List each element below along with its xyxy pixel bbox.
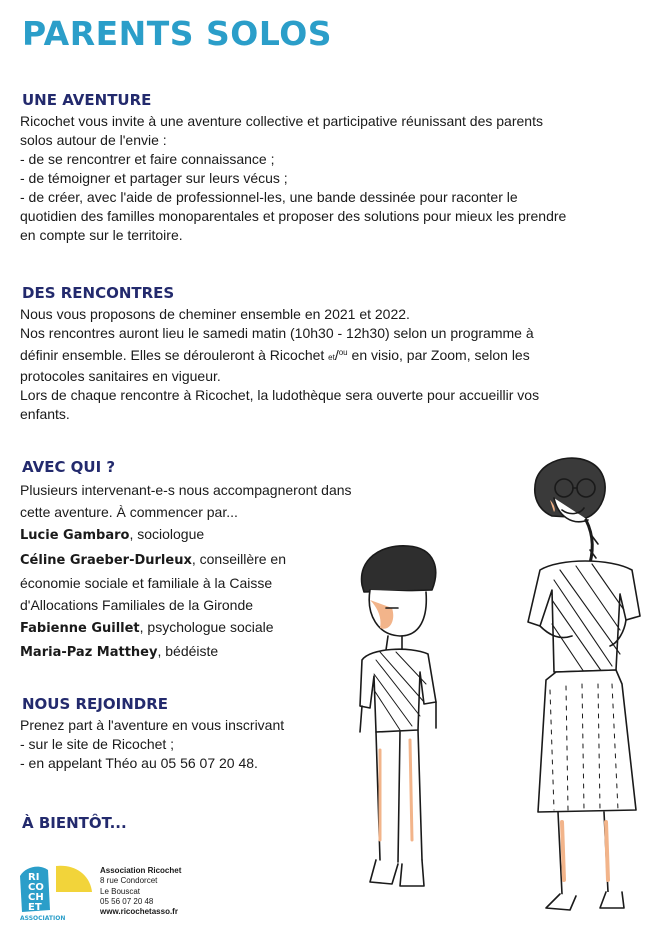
two-parents-illustration: [340, 440, 660, 920]
text-line: enfants.: [20, 406, 70, 422]
intervenant-name: Maria-Paz Matthey: [20, 645, 158, 661]
ou-small-text: ou: [338, 348, 348, 357]
footer-city: Le Bouscat: [100, 886, 141, 896]
text-line: cette aventure. À commencer par...: [20, 504, 238, 521]
avecqui-text: [20, 479, 352, 665]
intervenant-line: Céline Graeber-Durleux, conseillère en: [20, 550, 287, 568]
footer-org: Association Ricochet: [100, 866, 182, 875]
section-heading-avecqui: AVEC QUI ?: [22, 458, 116, 476]
logo-letters: CO: [28, 882, 44, 893]
footer-phone: 05 56 07 20 48: [100, 896, 154, 906]
text-line: - sur le site de Ricochet ;: [20, 736, 175, 752]
text-line: solos autour de l'envie :: [20, 132, 167, 148]
section-heading-rencontres: DES RENCONTRES: [22, 284, 175, 302]
text-line: - de se rencontrer et faire connaissance ;: [20, 151, 275, 167]
text-line: définir ensemble. Elles se dérouleront à Ricochet et/$^{ou}$ en visio, par Zoom, selon les: [20, 347, 530, 363]
logo-tagline: ASSOCIATION: [20, 915, 66, 922]
text-line: Prenez part à l'aventure en vous inscrivant: [20, 717, 285, 733]
footer-website[interactable]: www.ricochetasso.fr: [100, 907, 178, 917]
et-small-text: et: [328, 353, 335, 362]
text-line: Nous vous proposons de cheminer ensemble en 2021 et 2022.: [20, 306, 410, 322]
page-title: PARENTS SOLOS: [22, 14, 333, 53]
text-line: - de créer, avec l'aide de professionnel-les, une bande dessinée pour raconter le: [20, 189, 518, 205]
intervenant-name: Céline Graeber-Durleux: [20, 552, 192, 568]
rejoindre-text: [20, 716, 284, 773]
text-line: Ricochet vous invite à une aventure collective et participative réunissant des parents: [20, 113, 543, 129]
text-line: Lors de chaque rencontre à Ricochet, la ludothèque sera ouverte pour accueillir vos: [20, 387, 540, 403]
intervenant-name: Fabienne Guillet: [20, 621, 140, 637]
aventure-text: [20, 112, 566, 245]
intervenant-line: Maria-Paz Matthey, bédéiste: [20, 643, 219, 661]
section-heading-bientot: À BIENTÔT...: [22, 814, 127, 832]
text-line: économie sociale et familiale à la Caisse: [20, 574, 273, 591]
section-heading-aventure: UNE AVENTURE: [22, 91, 152, 109]
intervenant-name: Lucie Gambaro: [20, 528, 130, 544]
logo-letters: RI: [28, 872, 40, 883]
text-line: en compte sur le territoire.: [20, 227, 183, 243]
text-line: - de témoigner et partager sur leurs vécus ;: [20, 170, 288, 186]
text-line: - en appelant Théo au 05 56 07 20 48.: [20, 755, 258, 771]
footer-contact: [100, 866, 181, 917]
intervenant-line: Fabienne Guillet, psychologue sociale: [20, 619, 274, 637]
logo-yellow-shape: [56, 866, 92, 892]
text-line: quotidien des familles monoparentales et proposer des solutions pour mieux les prendre: [20, 208, 567, 224]
logo-letters: CH: [28, 892, 44, 903]
text-line: d'Allocations Familiales de la Gironde: [20, 597, 254, 614]
section-heading-rejoindre: NOUS REJOINDRE: [22, 695, 169, 713]
text-line: Nos rencontres auront lieu le samedi matin (10h30 - 12h30) selon un programme à: [20, 325, 534, 341]
logo-letters: ET: [28, 902, 42, 913]
text-line: Plusieurs intervenant-e-s nous accompagneront dans: [20, 482, 352, 498]
rencontres-text: [20, 305, 539, 424]
text-line: protocoles sanitaires en vigueur.: [20, 368, 221, 384]
footer-address: 8 rue Condorcet: [100, 876, 158, 886]
intervenant-line: Lucie Gambaro, sociologue: [20, 526, 205, 544]
slash-text: /: [334, 347, 339, 363]
ricochet-logo: [16, 862, 94, 922]
